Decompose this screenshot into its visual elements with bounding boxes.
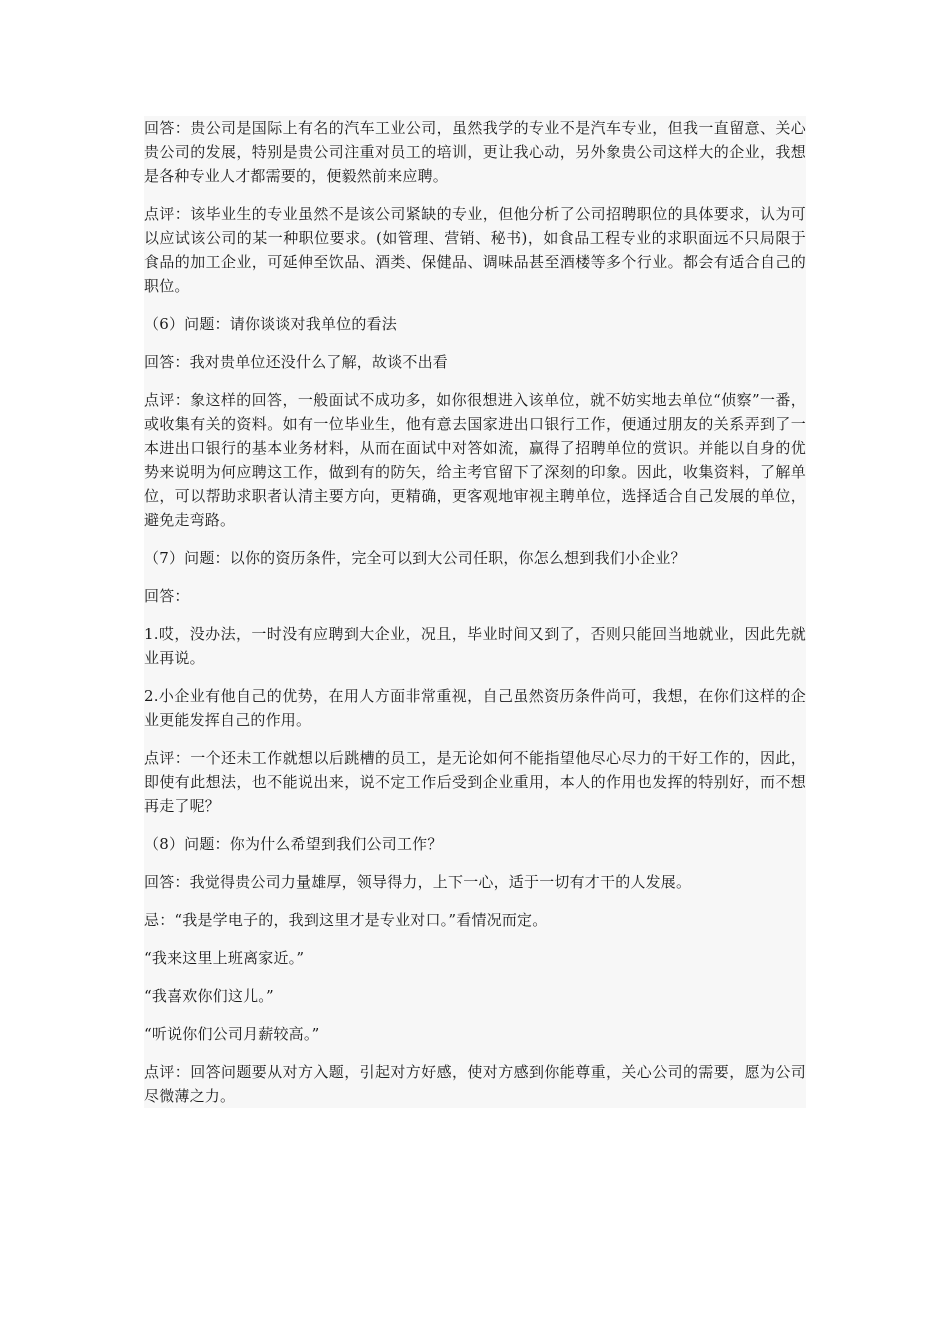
document-body <box>144 116 806 1108</box>
paragraph-comment-5: 点评：该毕业生的专业虽然不是该公司紧缺的专业，但他分析了公司招聘职位的具体要求，认为可以应试该公司的某一种职位要求。(如管理、营销、秘书)，如食品工程专业的求职面远不只局限于食品的加工企业，可延伸至饮品、酒类、保健品、调味品甚至酒楼等多个行业。都会有适合自己的职位。 <box>144 205 806 295</box>
paragraph-question-7: （7）问题：以你的资历条件，完全可以到大公司任职，你怎么想到我们小企业？ <box>144 549 686 567</box>
paragraph-answer-7-option-1: 1.哎，没办法，一时没有应聘到大企业，况且，毕业时间又到了，否则只能回当地就业，因此先就业再说。 <box>144 625 806 667</box>
paragraph-comment-8: 点评：回答问题要从对方入题，引起对方好感，使对方感到你能尊重，关心公司的需要，愿为公司尽微薄之力。 <box>144 1063 806 1105</box>
paragraph-answer-6: 回答：我对贵单位还没什么了解，故谈不出看 <box>144 353 449 371</box>
paragraph-avoid-quote-1: “我来这里上班离家近。” <box>144 949 305 967</box>
paragraph-answer-7-option-2: 2.小企业有他自己的优势，在用人方面非常重视，自己虽然资历条件尚可，我想，在你们这样的企业更能发挥自己的作用。 <box>144 687 806 729</box>
paragraph-comment-6: 点评：象这样的回答，一般面试不成功多，如你很想进入该单位，就不妨实地去单位“侦察”一番，或收集有关的资料。如有一位毕业生，他有意去国家进出口银行工作，便通过朋友的关系弄到了一本进出口银行的基本业务材料，从而在面试中对答如流，赢得了招聘单位的赏识。并能以自身的优势来说明为何应聘这工作，做到有的防矢，给主考官留下了深刻的印象。因此，收集资料，了解单位，可以帮助求职者认清主要方向，更精确，更客观地审视主聘单位，选择适合自己发展的单位，避免走弯路。 <box>144 391 806 529</box>
paragraph-question-8: （8）问题：你为什么希望到我们公司工作？ <box>144 835 443 853</box>
paragraph-avoid-quote-2: “我喜欢你们这儿。” <box>144 987 274 1005</box>
paragraph-answer-5: 回答：贵公司是国际上有名的汽车工业公司，虽然我学的专业不是汽车专业，但我一直留意、关心贵公司的发展，特别是贵公司注重对员工的培训，更让我心动，另外象贵公司这样大的企业，我想是各种专业人才都需要的，便毅然前来应聘。 <box>144 119 806 185</box>
paragraph-answer-7-label: 回答： <box>144 587 190 605</box>
paragraph-avoid-8: 忌：“我是学电子的，我到这里才是专业对口。”看情况而定。 <box>144 911 548 929</box>
paragraph-question-6: （6）问题：请你谈谈对我单位的看法 <box>144 315 397 333</box>
paragraph-avoid-quote-3: “听说你们公司月薪较高。” <box>144 1025 320 1043</box>
paragraph-answer-8: 回答：我觉得贵公司力量雄厚，领导得力，上下一心，适于一切有才干的人发展。 <box>144 873 692 891</box>
paragraph-comment-7: 点评：一个还未工作就想以后跳槽的员工，是无论如何不能指望他尽心尽力的干好工作的，因此，即使有此想法，也不能说出来，说不定工作后受到企业重用，本人的作用也发挥的特别好，而不想再走了呢？ <box>144 749 806 815</box>
